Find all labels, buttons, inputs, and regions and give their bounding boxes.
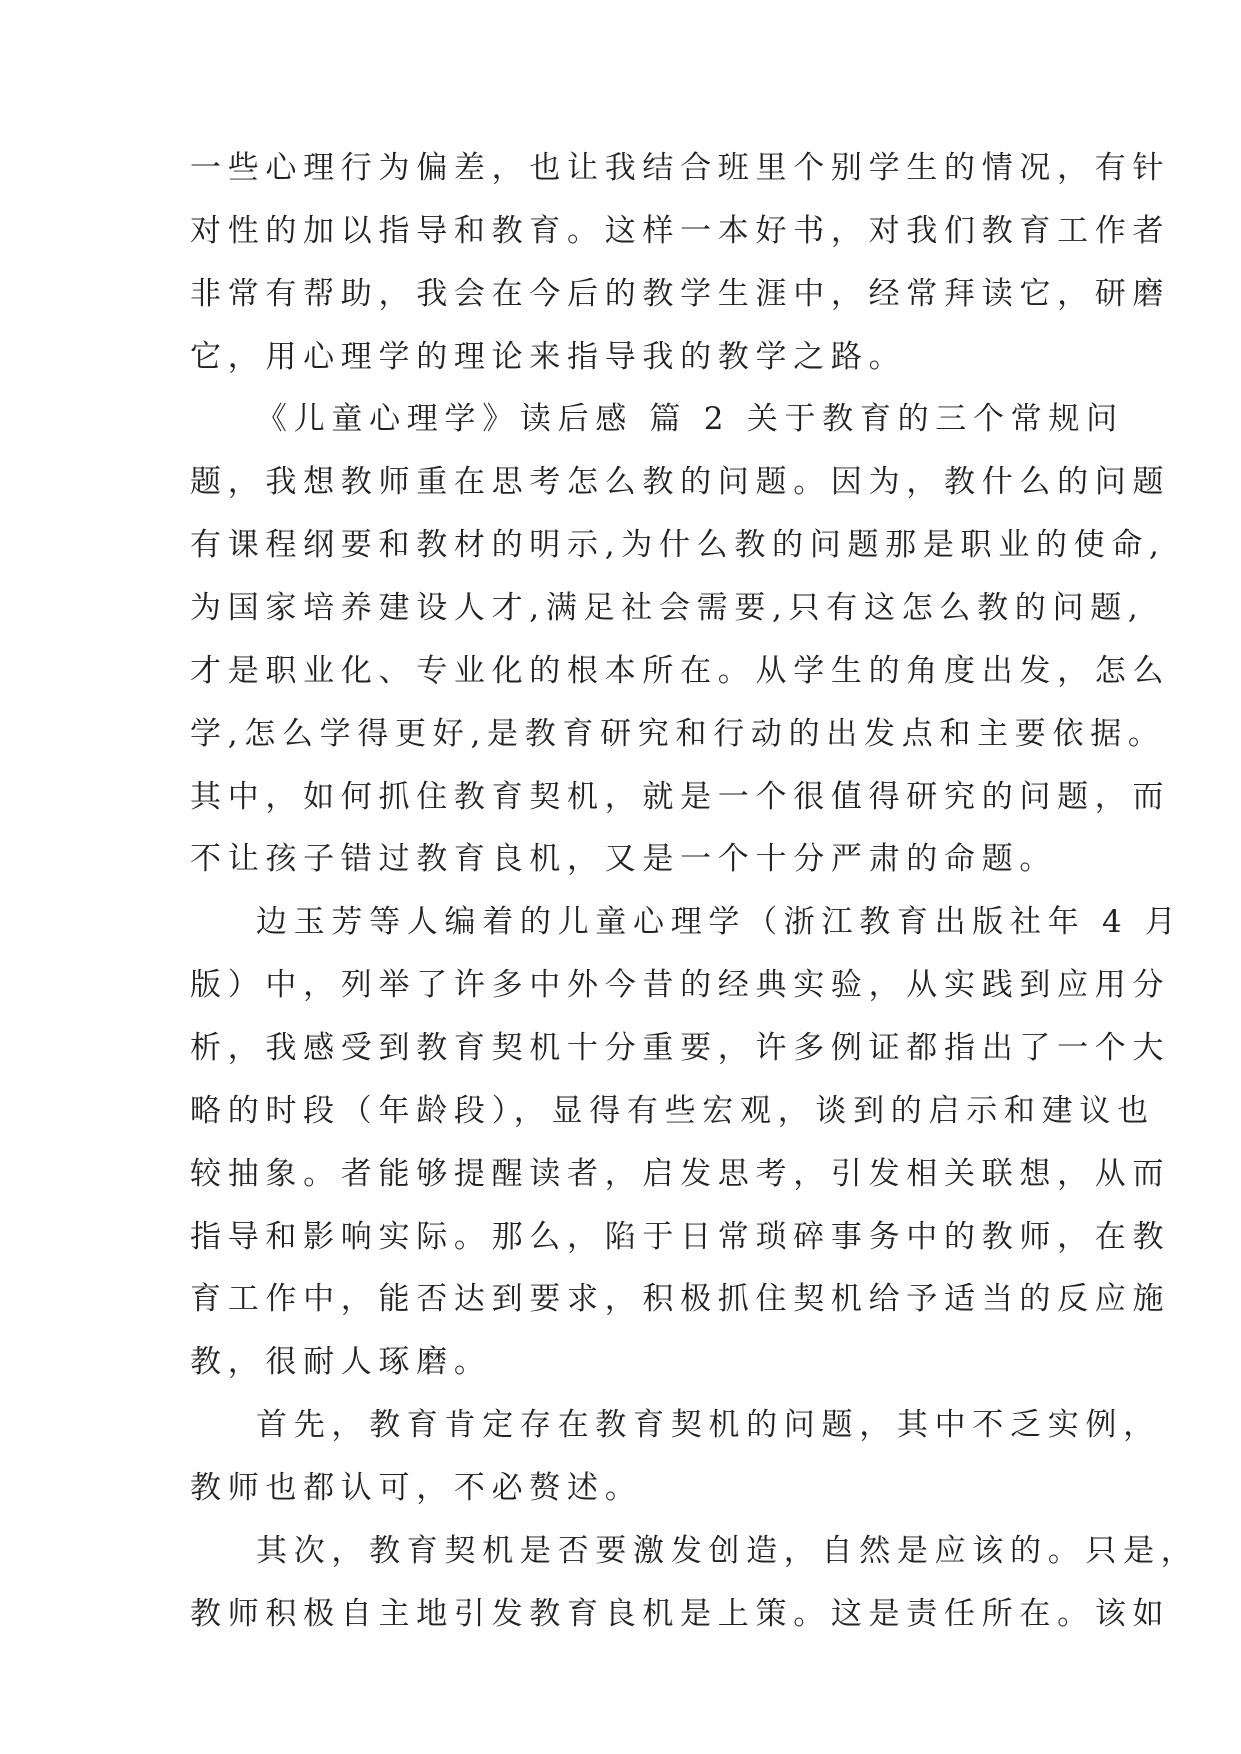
text-line: 教，很耐人琢磨。 xyxy=(190,1344,492,1380)
section-heading-line: 《儿童心理学》读后感 篇 2 关于教育的三个常规问 xyxy=(256,401,1124,437)
text-line: 教师积极自主地引发教育良机是上策。这是责任所在。该如 xyxy=(190,1596,1171,1632)
text-line: 育工作中，能否达到要求，积极抓住契机给予适当的反应施 xyxy=(190,1281,1171,1317)
text-line: 略的时段（年龄段），显得有些宏观，谈到的启示和建议也 xyxy=(190,1093,1155,1129)
text-line: 一些心理行为偏差，也让我结合班里个别学生的情况，有针 xyxy=(190,150,1171,186)
text-line: 不让孩子错过教育良机，又是一个十分严肃的命题。 xyxy=(190,841,1058,877)
text-line: 较抽象。者能够提醒读者，启发思考，引发相关联想，从而 xyxy=(190,1156,1171,1192)
text-line: 有课程纲要和教材的明示,为什么教的问题那是职业的使命, xyxy=(190,527,1166,563)
text-line: 对性的加以指导和教育。这样一本好书，对我们教育工作者 xyxy=(190,213,1171,249)
text-line: 版）中，列举了许多中外今昔的经典实验，从实践到应用分 xyxy=(190,967,1171,1003)
text-line: 它，用心理学的理论来指导我的教学之路。 xyxy=(190,339,907,375)
text-line: 为国家培养建设人才,满足社会需要,只有这怎么教的问题, xyxy=(190,590,1145,626)
paragraph-start-line: 边玉芳等人编着的儿童心理学（浙江教育出版社年 4 月 xyxy=(256,904,1183,940)
text-line: 非常有帮助，我会在今后的教学生涯中，经常拜读它，研磨 xyxy=(190,276,1171,312)
text-line: 教师也都认可，不必赘述。 xyxy=(190,1470,643,1506)
text-line: 才是职业化、专业化的根本所在。从学生的角度出发，怎么 xyxy=(190,653,1171,689)
text-line: 指导和影响实际。那么，陷于日常琐碎事务中的教师，在教 xyxy=(190,1219,1171,1255)
paragraph-start-line: 首先，教育肯定存在教育契机的问题，其中不乏实例， xyxy=(256,1407,1161,1443)
text-line: 析，我感受到教育契机十分重要，许多例证都指出了一个大 xyxy=(190,1030,1171,1066)
paragraph-start-line: 其次，教育契机是否要激发创造，自然是应该的。只是， xyxy=(256,1533,1199,1569)
text-line: 其中，如何抓住教育契机，就是一个很值得研究的问题，而 xyxy=(190,779,1171,815)
text-line: 学,怎么学得更好,是教育研究和行动的出发点和主要依据。 xyxy=(190,716,1166,752)
text-line: 题，我想教师重在思考怎么教的问题。因为，教什么的问题 xyxy=(190,464,1171,500)
